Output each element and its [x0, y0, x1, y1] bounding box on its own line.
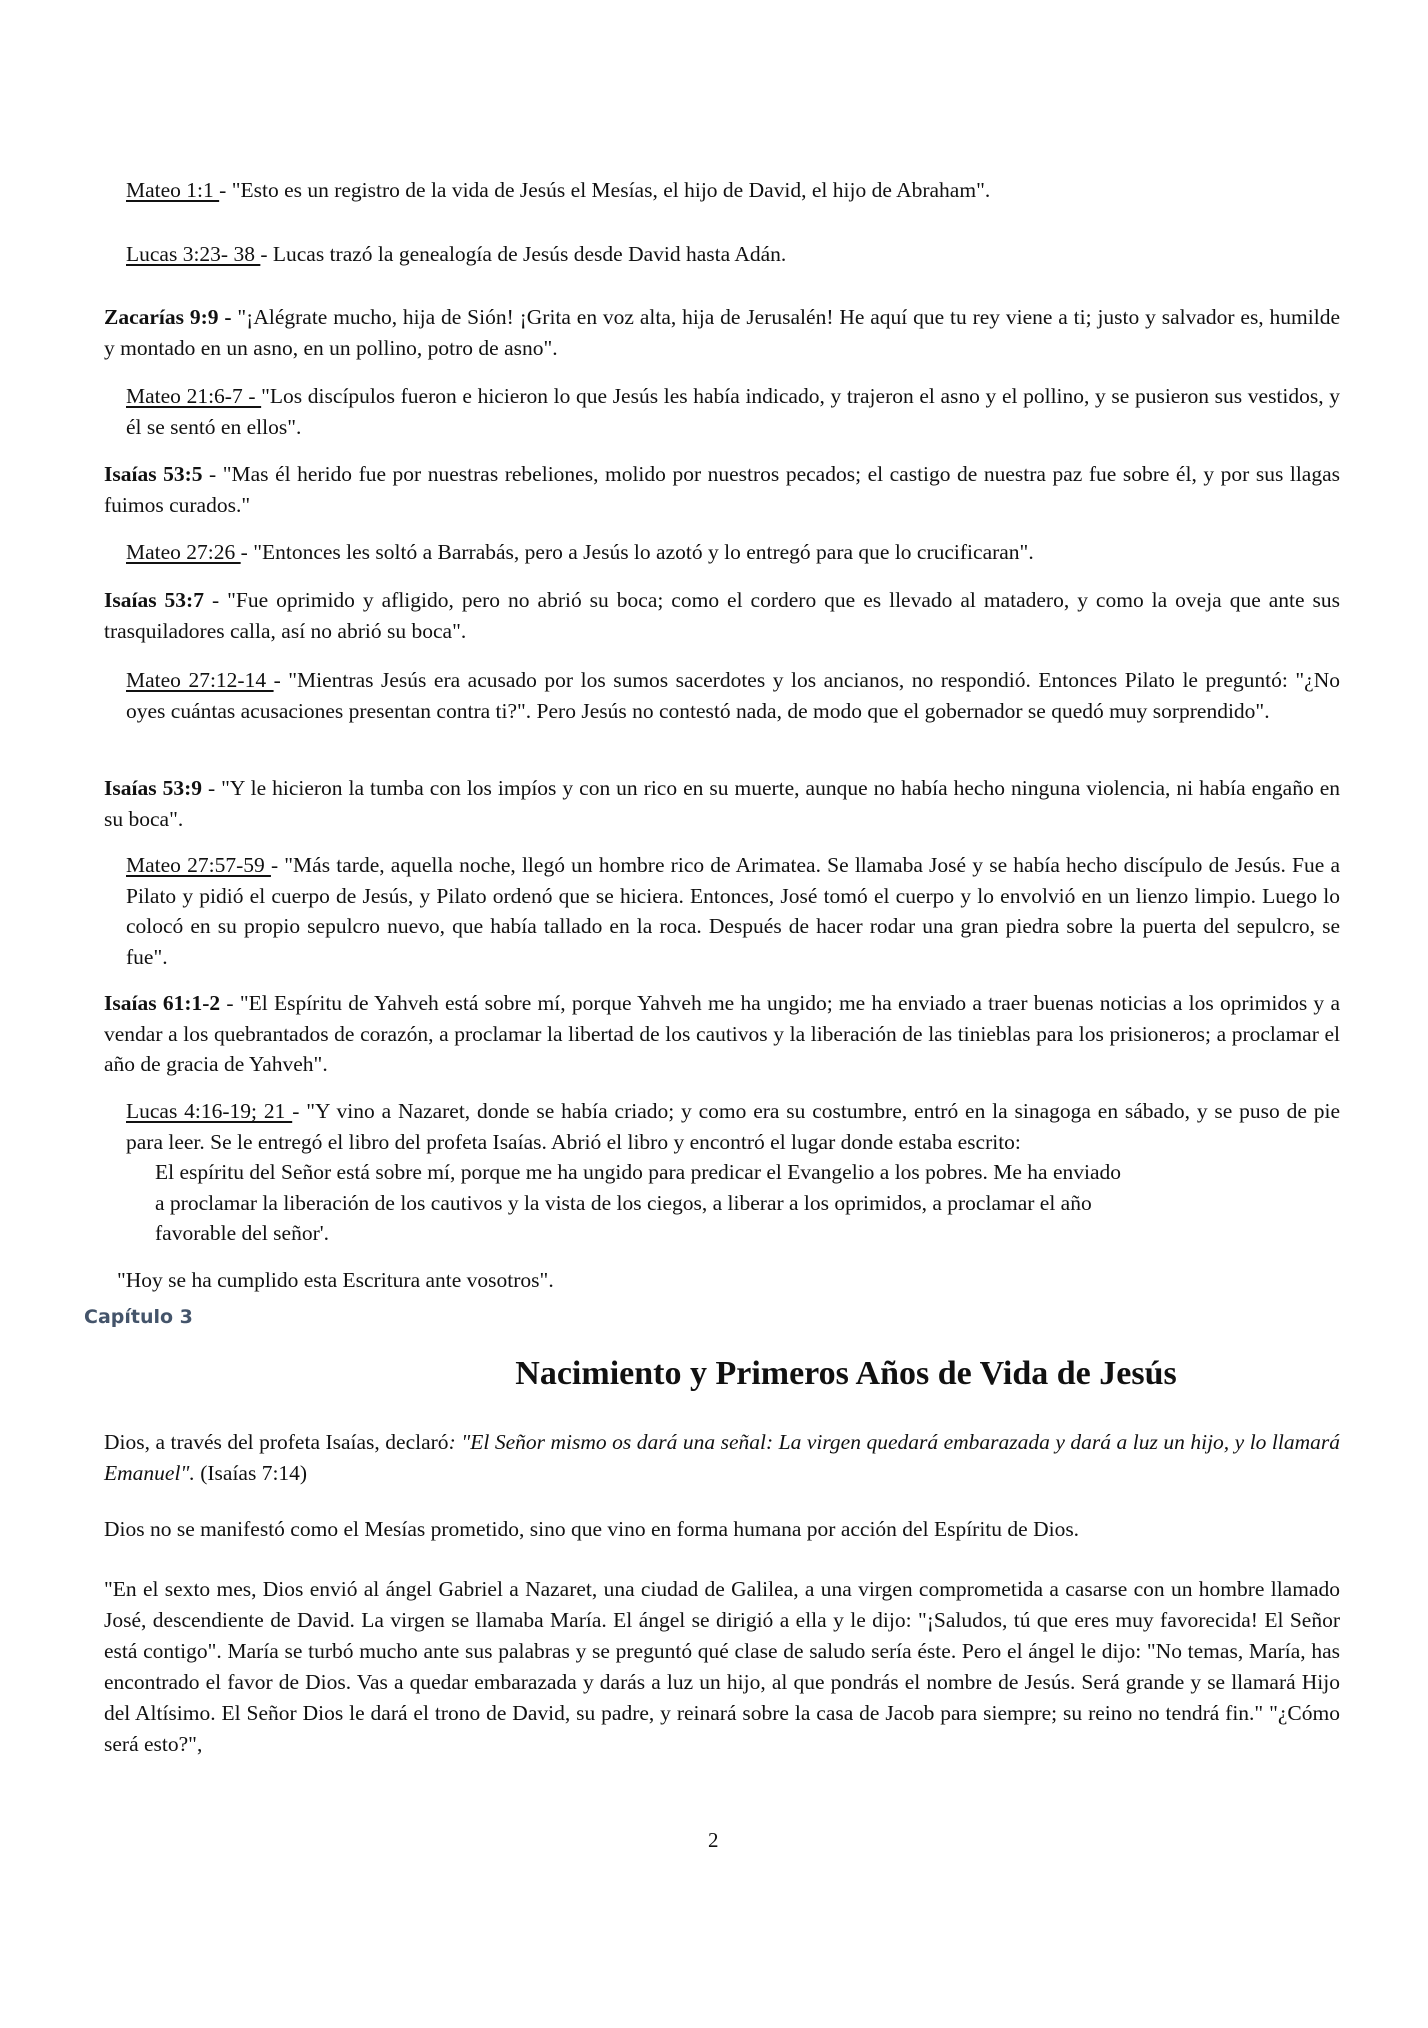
verse-reference: Mateo 27:12-14	[126, 668, 274, 692]
prophecy-text: - "Fue oprimido y afligido, pero no abrió su boca; como el cordero que es llevado al matadero, y como la oveja que ante sus trasquiladores calla, así no abrió su boca".	[104, 588, 1340, 643]
verse-text: - "Más tarde, aquella noche, llegó un hombre rico de Arimatea. Se llamaba José y se había hecho discípulo de Jesús. Fue a Pilato y pidió el cuerpo de Jesús, y Pilato ordenó que se hiciera. Entonces, José tomó el cuerpo y lo envolvió en un lienzo limpio. Luego lo colocó en su propio sepulcro nuevo, que había tallado en la roca. Después de hacer rodar una gran piedra sobre la puerta del sepulcro, se fue".	[126, 853, 1340, 969]
prophecy-text: - "Y le hicieron la tumba con los impíos y con un rico en su muerte, aunque no había hecho ninguna violencia, ni había engaño en su boca".	[104, 776, 1341, 831]
verse-reference: Mateo 27:26	[126, 540, 241, 564]
block-quote	[155, 1157, 1305, 1249]
quote-line: favorable del señor'.	[155, 1221, 330, 1245]
intro-lead: Dios, a través del profeta Isaías, declaró	[104, 1430, 449, 1454]
prophecy-reference: Isaías 53:7	[104, 588, 204, 612]
chapter-label: Capítulo 3	[84, 1306, 193, 1328]
prophecy-text: - "Mas él herido fue por nuestras rebeliones, molido por nuestros pecados; el castigo de nuestra paz fue sobre él, y por sus llagas fuimos curados."	[104, 462, 1340, 517]
quote-line: El espíritu del Señor está sobre mí, porque me ha ungido para predicar el Evangelio a los pobres. Me ha enviado	[155, 1160, 1122, 1184]
body-paragraph: Dios no se manifestó como el Mesías prometido, sino que vino en forma humana por acción del Espíritu de Dios.	[104, 1517, 1080, 1541]
verse-reference: Mateo 27:57-59	[126, 853, 271, 877]
verse-entry	[126, 1096, 1340, 1157]
chapter-title-wrap	[0, 1352, 1428, 1396]
prophecy-reference: Isaías 53:5	[104, 462, 203, 486]
prophecy-entry	[104, 585, 1340, 646]
verse-entry	[126, 175, 1340, 206]
prophecy-reference: Zacarías 9:9 -	[104, 305, 232, 329]
verse-reference: Mateo 1:1	[126, 178, 220, 202]
verse-entry	[126, 537, 1340, 568]
intro-prophecy-quote: : "El Señor mismo os dará una señal: La virgen quedará embarazada y dará a luz un hijo, y lo llamará Emanuel".	[104, 1430, 1340, 1485]
verse-text: - "Mientras Jesús era acusado por los sumos sacerdotes y los ancianos, no respondió. Entonces Pilato le preguntó: "¿No oyes cuántas acusaciones presentan contra ti?". Pero Jesús no contestó nada, de modo que el gobernador se quedó muy sorprendido".	[126, 668, 1340, 723]
prophecy-entry	[104, 459, 1340, 520]
prophecy-text: "¡Alégrate mucho, hija de Sión! ¡Grita en voz alta, hija de Jerusalén! He aquí que tu rey viene a ti; justo y salvador es, humilde y montado en un asno, en un pollino, potro de asno".	[104, 305, 1340, 360]
verse-text: - "Y vino a Nazaret, donde se había criado; y como era su costumbre, entró en la sinagoga en sábado, y se puso de pie para leer. Se le entregó el libro del profeta Isaías. Abrió el libro y encontró el lugar donde estaba escrito:	[126, 1099, 1340, 1154]
prophecy-text: - "El Espíritu de Yahveh está sobre mí, porque Yahveh me ha ungido; me ha enviado a traer buenas noticias a los oprimidos y a vendar a los quebrantados de corazón, a proclamar la libertad de los cautivos y la liberación de las tinieblas para los prisioneros; a proclamar el año de gracia de Yahveh".	[104, 991, 1340, 1076]
verse-text: - "Entonces les soltó a Barrabás, pero a Jesús lo azotó y lo entregó para que lo crucificaran".	[240, 540, 1034, 564]
prophecy-reference: Isaías 53:9	[104, 776, 202, 800]
closing-quote: "Hoy se ha cumplido esta Escritura ante vosotros".	[117, 1268, 554, 1292]
verse-entry	[126, 665, 1340, 726]
verse-reference: Lucas 3:23- 38	[126, 242, 261, 266]
verse-entry	[126, 381, 1340, 442]
verse-text: - "Esto es un registro de la vida de Jesús el Mesías, el hijo de David, el hijo de Abraham".	[219, 178, 991, 202]
page-number: 2	[708, 1828, 719, 1852]
verse-entry	[126, 239, 1340, 270]
verse-text: - Lucas trazó la genealogía de Jesús desde David hasta Adán.	[260, 242, 787, 266]
verse-reference: Lucas 4:16-19; 21	[126, 1099, 293, 1123]
intro-paragraph	[104, 1427, 1340, 1488]
prophecy-entry	[104, 773, 1340, 834]
verse-text: "Los discípulos fueron e hicieron lo que Jesús les había indicado, y trajeron el asno y el pollino, y se pusieron sus vestidos, y él se sentó en ellos".	[126, 384, 1341, 439]
quote-line: a proclamar la liberación de los cautivos y la vista de los ciegos, a liberar a los oprimidos, a proclamar el año	[155, 1190, 1092, 1215]
verse-reference: Mateo 21:6-7 -	[126, 384, 262, 408]
body-paragraph: "En el sexto mes, Dios envió al ángel Gabriel a Nazaret, una ciudad de Galilea, a una virgen comprometida a casarse con un hombre llamado José, descendiente de David. La virgen se llamaba María. El ángel se dirigió a ella y le dijo: "¡Saludos, tú que eres muy favorecida! El Señor está contigo". María se turbó mucho ante sus palabras y se preguntó qué clase de saludo sería éste. Pero el ángel le dijo: "No temas, María, has encontrado el favor de Dios. Vas a quedar embarazada y darás a luz un hijo, al que pondrás el nombre de Jesús. Será grande y se llamará Hijo del Altísimo. El Señor Dios le dará el trono de David, su padre, y reinará sobre la casa de Jacob para siempre; su reino no tendrá fin." "¿Cómo será esto?",	[104, 1577, 1340, 1756]
verse-entry	[126, 850, 1340, 972]
intro-citation: (Isaías 7:14)	[194, 1460, 308, 1485]
chapter-title: Nacimiento y Primeros Años de Vida de Jesús	[515, 1355, 1177, 1392]
prophecy-entry	[104, 988, 1340, 1080]
prophecy-entry	[104, 302, 1340, 363]
prophecy-reference: Isaías 61:1-2	[104, 991, 221, 1015]
